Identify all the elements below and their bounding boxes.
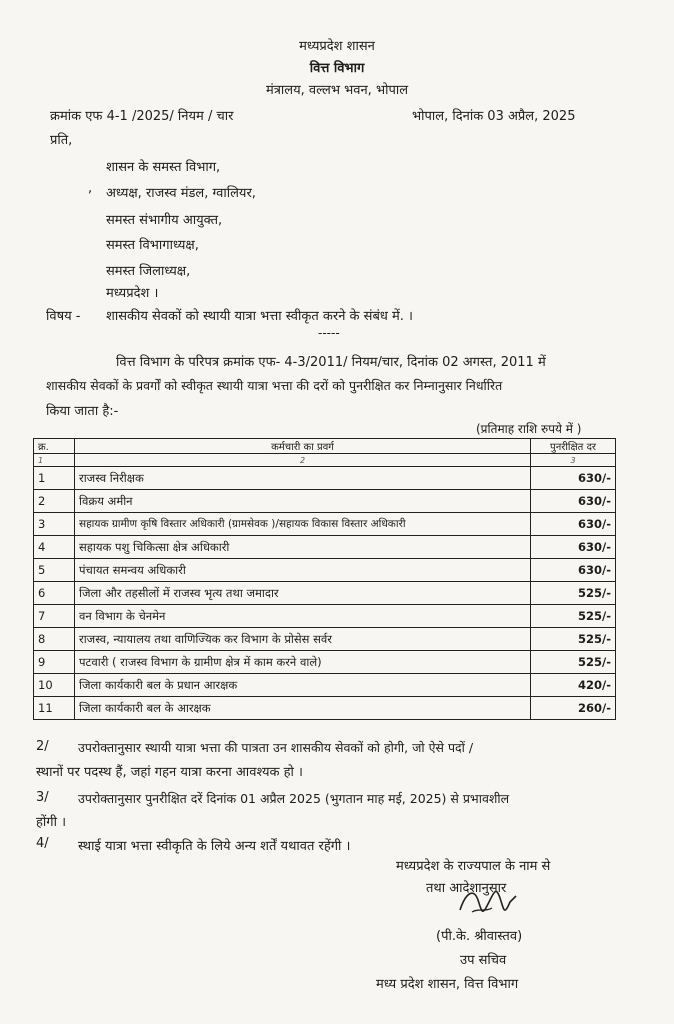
- paragraph-number: 3/: [36, 790, 49, 805]
- row-serial: 2: [34, 490, 75, 513]
- subject-text: शासकीय सेवकों को स्थायी यात्रा भत्ता स्वीकृत करने के संबंध में. ।: [106, 309, 413, 324]
- table-row: [34, 513, 616, 536]
- subheader-cell: 1: [34, 454, 75, 467]
- table-row: [34, 490, 616, 513]
- table-unit-note: (प्रतिमाह राशि रुपये में ): [476, 422, 582, 436]
- subject-divider: -----: [318, 326, 340, 340]
- reference-number: क्रमांक एफ 4-1 /2025/ नियम / चार: [50, 109, 234, 124]
- table-row: [34, 674, 616, 697]
- signatory-designation: उप सचिव: [460, 953, 507, 968]
- row-rate: 630/-: [531, 559, 616, 582]
- sign-authority: मध्यप्रदेश के राज्यपाल के नाम से: [396, 859, 551, 874]
- subheader-cell: 2: [75, 454, 531, 467]
- header-government: मध्यप्रदेश शासन: [299, 39, 375, 54]
- row-serial: 11: [34, 697, 75, 720]
- sign-order: तथा आदेशानुसार: [426, 881, 507, 896]
- row-rate: 630/-: [531, 490, 616, 513]
- recipient-item: समस्त विभागाध्यक्ष,: [106, 238, 199, 253]
- table-row: [34, 628, 616, 651]
- row-serial: 8: [34, 628, 75, 651]
- rates-table: [33, 438, 616, 720]
- row-category: जिला कार्यकारी बल के आरक्षक: [75, 697, 531, 720]
- column-header-rate: पुनरीक्षित दर: [531, 439, 616, 454]
- row-category: पंचायत समन्वय अधिकारी: [75, 559, 531, 582]
- row-rate: 525/-: [531, 628, 616, 651]
- row-category: जिला और तहसीलों में राजस्व भृत्य तथा जमादार: [75, 582, 531, 605]
- row-serial: 5: [34, 559, 75, 582]
- place-and-date: भोपाल, दिनांक 03 अप्रैल, 2025: [412, 109, 576, 124]
- row-category: वन विभाग के चेनमेन: [75, 605, 531, 628]
- header-address: मंत्रालय, वल्लभ भवन, भोपाल: [265, 83, 409, 98]
- to-label: प्रति,: [50, 133, 73, 148]
- row-serial: 10: [34, 674, 75, 697]
- row-category: सहायक पशु चिकित्सा क्षेत्र अधिकारी: [75, 536, 531, 559]
- row-rate: 630/-: [531, 513, 616, 536]
- paragraph-line: होंगी ।: [36, 815, 67, 830]
- paragraph-number: 4/: [36, 836, 49, 851]
- row-category: राजस्व निरीक्षक: [75, 467, 531, 490]
- row-serial: 6: [34, 582, 75, 605]
- recipient-item: शासन के समस्त विभाग,: [106, 160, 221, 175]
- paragraph-line: स्थानों पर पदस्थ हैं, जहां गहन यात्रा करना आवश्यक हो ।: [36, 765, 303, 780]
- recipient-item: मध्यप्रदेश ।: [106, 286, 159, 301]
- recipient-item: अध्यक्ष, राजस्व मंडल, ग्वालियर,: [106, 186, 256, 201]
- row-serial: 3: [34, 513, 75, 536]
- table-row: [34, 605, 616, 628]
- intro-line: शासकीय सेवकों के प्रवर्गों को स्वीकृत स्थायी यात्रा भत्ता की दरों को पुनरीक्षित कर निम्नानुसार निर्धारित: [46, 378, 503, 393]
- row-serial: 7: [34, 605, 75, 628]
- table-row: [34, 559, 616, 582]
- header-department: वित्त विभाग: [309, 61, 365, 76]
- paragraph-line: उपरोक्तानुसार पुनरीक्षित दरें दिनांक 01 अप्रैल 2025 (भुगतान माह मई, 2025) से प्रभावशील: [78, 791, 510, 806]
- table-row: [34, 467, 616, 490]
- row-rate: 630/-: [531, 536, 616, 559]
- subject-label: विषय -: [46, 309, 81, 324]
- recipient-item: समस्त जिलाध्यक्ष,: [106, 264, 191, 279]
- subheader-cell: 3: [531, 454, 616, 467]
- paragraph-number: 2/: [36, 739, 49, 754]
- table-header-row: [34, 439, 616, 454]
- row-category: जिला कार्यकारी बल के प्रधान आरक्षक: [75, 674, 531, 697]
- row-serial: 1: [34, 467, 75, 490]
- intro-line: वित्त विभाग के परिपत्र क्रमांक एफ- 4-3/2011/ नियम/चार, दिनांक 02 अगस्त, 2011 में: [116, 355, 546, 370]
- row-category: विक्रय अमीन: [75, 490, 531, 513]
- table-row: [34, 697, 616, 720]
- table-row: [34, 536, 616, 559]
- column-header-category: कर्मचारी का प्रवर्ग: [75, 439, 531, 454]
- table-row: [34, 582, 616, 605]
- column-header-serial: क्र.: [34, 439, 75, 454]
- bullet-mark: ,: [88, 181, 93, 196]
- row-rate: 260/-: [531, 697, 616, 720]
- signatory-office: मध्य प्रदेश शासन, वित्त विभाग: [376, 977, 519, 992]
- row-category: सहायक ग्रामीण कृषि विस्तार अधिकारी (ग्रामसेवक )/सहायक विकास विस्तार अधिकारी: [75, 513, 531, 536]
- row-category: राजस्व, न्यायालय तथा वाणिज्यिक कर विभाग के प्रोसेस सर्वर: [75, 628, 531, 651]
- row-rate: 525/-: [531, 605, 616, 628]
- row-serial: 4: [34, 536, 75, 559]
- row-rate: 420/-: [531, 674, 616, 697]
- table-subheader-row: [34, 454, 616, 467]
- intro-line: किया जाता है:-: [46, 404, 119, 419]
- row-serial: 9: [34, 651, 75, 674]
- table-row: [34, 651, 616, 674]
- row-rate: 525/-: [531, 651, 616, 674]
- recipient-item: समस्त संभागीय आयुक्त,: [106, 213, 223, 228]
- row-rate: 630/-: [531, 467, 616, 490]
- signatory-name: (पी.के. श्रीवास्तव): [436, 929, 523, 944]
- paragraph-line: उपरोक्तानुसार स्थायी यात्रा भत्ता की पात्रता उन शासकीय सेवकों को होगी, जो ऐसे पदों /: [78, 740, 474, 755]
- paragraph-line: स्थाई यात्रा भत्ता स्वीकृति के लिये अन्य शर्तें यथावत रहेंगी ।: [78, 839, 351, 854]
- row-category: पटवारी ( राजस्व विभाग के ग्रामीण क्षेत्र में काम करने वाले): [75, 651, 531, 674]
- row-rate: 525/-: [531, 582, 616, 605]
- handwritten-signature: [452, 882, 522, 922]
